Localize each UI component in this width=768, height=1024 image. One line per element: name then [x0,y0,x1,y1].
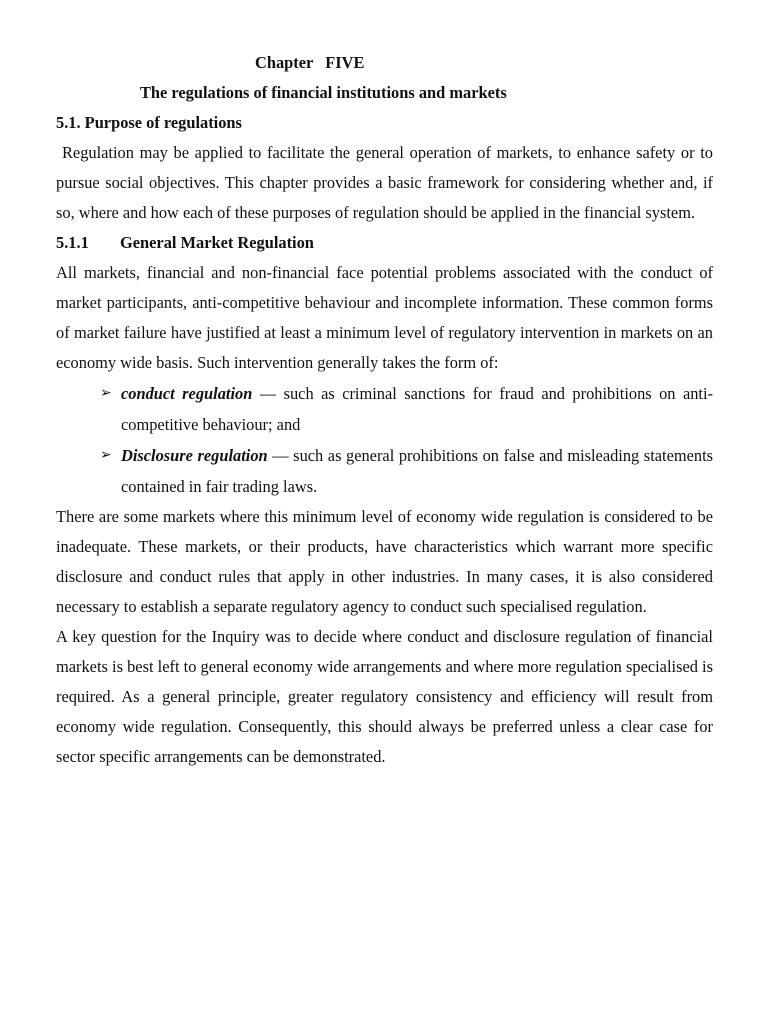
section-number: 5.1.1 [56,233,89,252]
bullet-text: — such as general prohibitions on false and misleading statements contained in fair trading laws. [121,446,713,496]
bullet-term: Disclosure regulation [121,446,268,465]
paragraph-general-market: All markets, financial and non-financial face potential problems associated with the conduct of market participants, anti-competitive behaviour and incomplete information. These common forms of market failure have justified at least a minimum level of regulatory intervention in markets on an economy wide basis. Such intervention generally takes the form of: [56,263,713,372]
paragraph-purpose: Regulation may be applied to facilitate the general operation of markets, to enhance safety or to pursue social objectives. This chapter provides a basic framework for considering whether and, if so, where and how each of these purposes of regulation should be applied in the financial system. [56,143,713,222]
arrow-bullet-icon: ➢ [100,386,112,401]
paragraph-key-question: A key question for the Inquiry was to decide where conduct and disclosure regulation of financial markets is best left to general economy wide arrangements and where more regulation specialised is required. As a general principle, greater regulatory consistency and efficiency will result from economy wide regulation. Consequently, this should always be preferred unless a clear case for sector specific arrangements can be demonstrated. [56,627,713,766]
paragraph-inadequate-regulation: There are some markets where this minimum level of economy wide regulation is considered to be inadequate. These markets, or their products, have characteristics which warrant more specific disclosure and conduct rules that apply in other industries. In many cases, it is also considered necessary to establish a separate regulatory agency to conduct such specialised regulation. [56,507,713,616]
chapter-label: Chapter FIVE [255,53,365,72]
bullet-term: conduct regulation [121,384,253,403]
section-heading-5-1-1 [56,228,713,258]
bullet-text: — such as criminal sanctions for fraud and prohibitions on anti-competitive behaviour; and [121,384,713,434]
bullet-item-conduct [56,378,713,440]
document-page [56,48,713,772]
chapter-title: The regulations of financial institutions and markets [140,83,507,102]
bullet-item-disclosure [56,440,713,502]
section-title: General Market Regulation [120,233,314,252]
arrow-bullet-icon: ➢ [100,448,112,463]
section-heading-5-1: 5.1. Purpose of regulations [56,113,242,132]
